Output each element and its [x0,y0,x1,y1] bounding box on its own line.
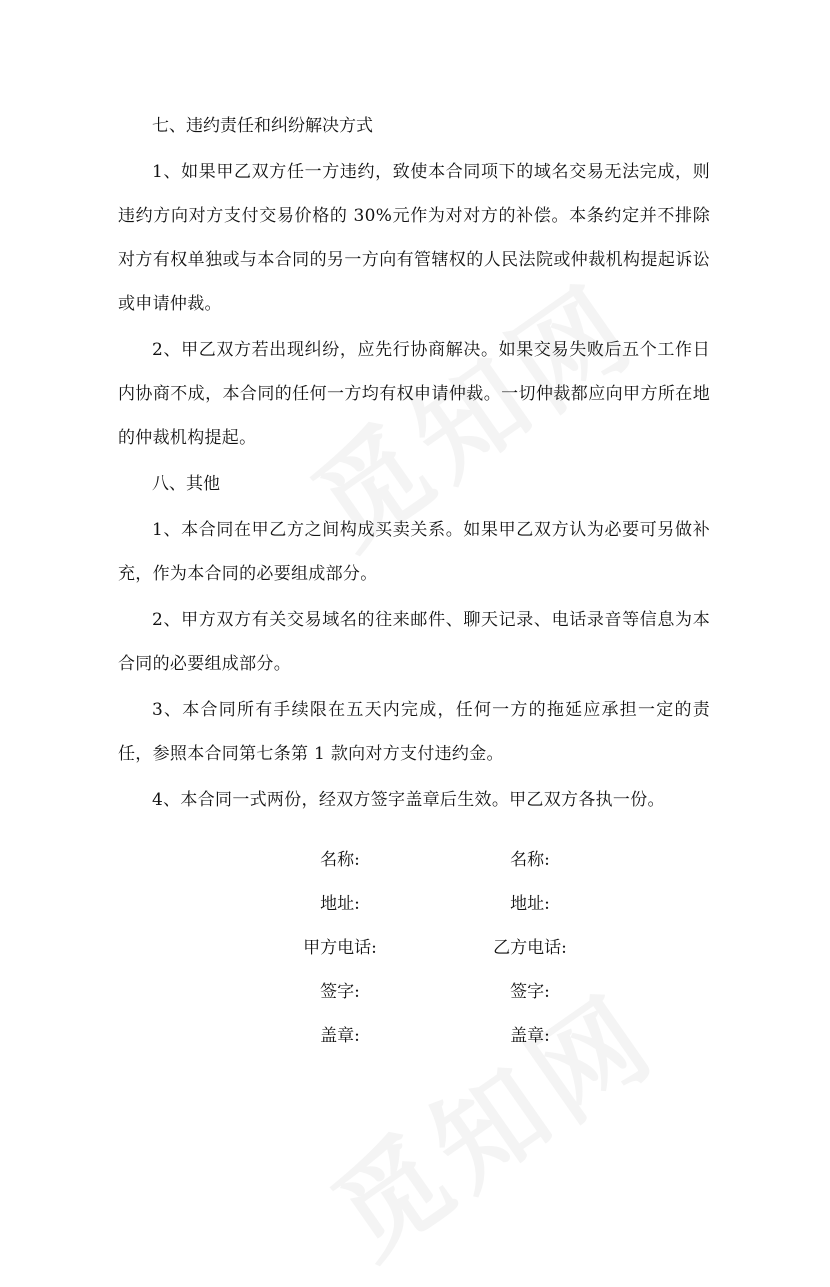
party-a-phone-label: 甲方电话: [303,938,377,958]
clause-8-3: 3、本合同所有手续限在五天内完成，任何一方的拖延应承担一定的责任，参照本合同第七条第 1 款向对方支付违约金。 [118,700,710,764]
clause-7-1: 1、如果甲乙双方任一方违约，致使本合同项下的域名交易无法完成，则违约方向对方支付交易价格的 30%元作为对对方的补偿。本条约定并不排除对方有权单独或与本合同的另一方向有管辖权的人民法院或仲裁机构提起诉讼或申请仲裁。 [118,162,710,314]
signature-row [0,1014,830,1058]
section-heading-breach: 七、违约责任和纠纷解决方式 [152,116,373,136]
party-a-address-label: 地址: [320,894,360,914]
signature-row [0,838,830,882]
clause-8-1: 1、本合同在甲乙方之间构成买卖关系。如果甲乙双方认为必要可另做补充，作为本合同的必要组成部分。 [118,520,710,584]
clause-8-4: 4、本合同一式两份，经双方签字盖章后生效。甲乙双方各执一份。 [152,790,665,810]
party-a-signature-label: 签字: [320,982,360,1002]
party-a-seal-label: 盖章: [320,1026,360,1046]
party-b-name-label: 名称: [510,850,550,870]
signature-row [0,926,830,970]
party-b-address-label: 地址: [510,894,550,914]
clause-7-2: 2、甲乙双方若出现纠纷，应先行协商解决。如果交易失败后五个工作日内协商不成，本合同的任何一方均有权申请仲裁。一切仲裁都应向甲方所在地的仲裁机构提起。 [118,340,710,448]
contract-body [118,104,710,822]
section-heading-other: 八、其他 [152,474,220,494]
signature-row [0,970,830,1014]
party-a-name-label: 名称: [320,850,360,870]
signature-row [0,882,830,926]
party-b-signature-label: 签字: [510,982,550,1002]
clause-8-2: 2、甲方双方有关交易域名的往来邮件、聊天记录、电话录音等信息为本合同的必要组成部分。 [118,610,710,674]
party-b-seal-label: 盖章: [510,1026,550,1046]
party-b-phone-label: 乙方电话: [493,938,567,958]
signature-block [0,838,830,1058]
